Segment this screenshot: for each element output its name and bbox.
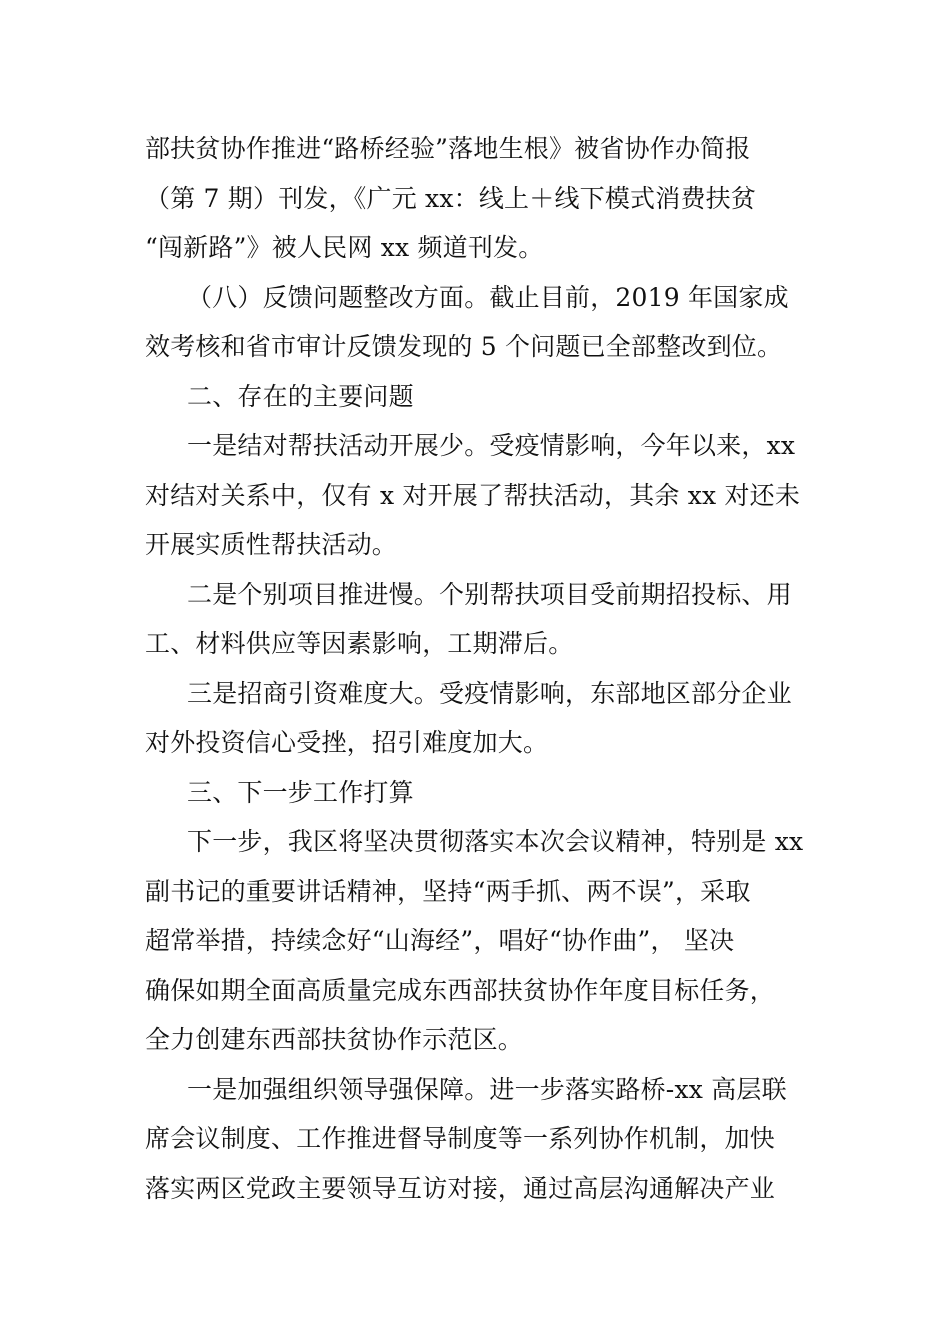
text-line: 开展实质性帮扶活动。 [145, 530, 398, 559]
text-line: 一是加强组织领导强保障。进一步落实路桥-xx 高层联 [187, 1074, 787, 1104]
text-line: 工、材料供应等因素影响，工期滞后。 [145, 629, 574, 658]
text-line: 对结对关系中，仅有 x 对开展了帮扶活动，其余 xx 对还未 [145, 480, 801, 510]
document-body [145, 124, 810, 1213]
text-line: 三是招商引资难度大。受疫情影响，东部地区部分企业 [187, 678, 792, 708]
text-line: （第 7 期）刊发，《广元 xx：线上＋线下模式消费扶贫 [145, 183, 757, 213]
text-line: 副书记的重要讲话精神，坚持“两手抓、两不误”，采取 [145, 876, 751, 906]
text-line: 席会议制度、工作推进督导制度等一系列协作机制，加快 [145, 1124, 776, 1153]
text-line: 落实两区党政主要领导互访对接，通过高层沟通解决产业 [145, 1173, 776, 1203]
paragraph-heading-feedback: （八）反馈问题整改方面。截止目前，2019 年国家成 [187, 282, 789, 312]
text-line: 超常举措，持续念好“山海经”，唱好“协作曲”， 坚决 [145, 926, 735, 955]
text-line: 全力创建东西部扶贫协作示范区。 [145, 1025, 524, 1054]
text-line: 下一步，我区将坚决贯彻落实本次会议精神，特别是 xx [187, 827, 804, 856]
text-line: 部扶贫协作推进“路桥经验”落地生根》被省协作办简报 [145, 134, 751, 163]
text-line: 确保如期全面高质量完成东西部扶贫协作年度目标任务， [145, 975, 776, 1005]
section-heading-problems: 二、存在的主要问题 [187, 381, 414, 411]
text-line: 二是个别项目推进慢。个别帮扶项目受前期招投标、用 [187, 579, 792, 609]
text-line: 一是结对帮扶活动开展少。受疫情影响，今年以来，xx [187, 431, 796, 460]
text-line: 效考核和省市审计反馈发现的 5 个问题已全部整改到位。 [145, 332, 783, 361]
section-heading-next-steps: 三、下一步工作打算 [187, 777, 414, 807]
text-line: “闯新路”》被人民网 xx 频道刊发。 [145, 233, 544, 262]
text-line: 对外投资信心受挫，招引难度加大。 [145, 728, 549, 757]
